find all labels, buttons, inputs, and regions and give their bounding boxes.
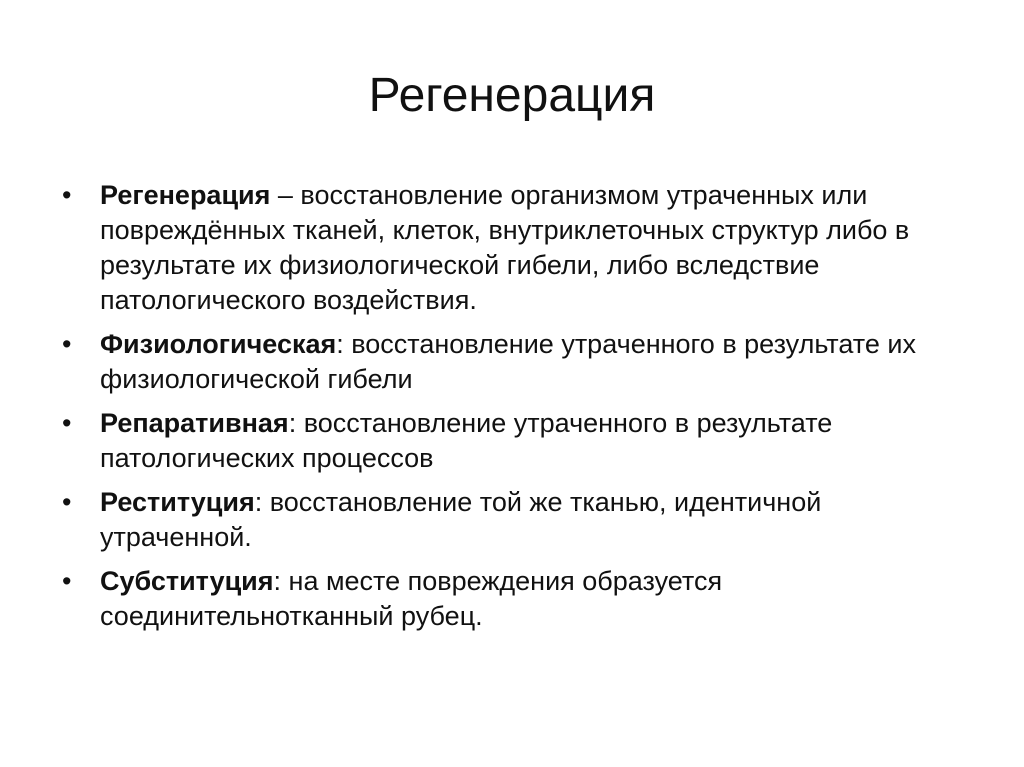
bullet-icon: • [62,408,72,438]
bullet-text: : восстановление утраченного в результате их физиологической гибели [100,329,916,394]
bullet-icon: • [62,487,72,517]
bullet-text: – восстановление организмом утраченных или повреждённых тканей, клеток, внутриклеточных структур либо в результате их физиологической гибели, либо вследствие патологического воздействия. [100,180,910,315]
bullet-item-regeneration [58,178,978,318]
bullet-item-substitution [58,564,978,634]
bullet-item-reparative [58,406,978,476]
bullet-term: Реституция [100,487,255,517]
bullet-term: Субституция [100,566,274,596]
bullet-item-physiological [58,327,978,397]
bullet-term: Репаративная [100,408,289,438]
bullet-list [58,178,978,643]
bullet-term: Регенерация [100,180,271,210]
bullet-item-restitution [58,485,978,555]
bullet-text: : восстановление утраченного в результате патологических процессов [100,408,833,473]
bullet-text: : на месте повреждения образуется соединительнотканный рубец. [100,566,723,631]
bullet-text: : восстановление той же тканью, идентичной утраченной. [100,487,822,552]
slide-title: Регенерация [368,69,656,122]
bullet-icon: • [62,180,72,210]
bullet-icon: • [62,566,72,596]
bullet-icon: • [62,329,72,359]
bullet-term: Физиологическая [100,329,337,359]
